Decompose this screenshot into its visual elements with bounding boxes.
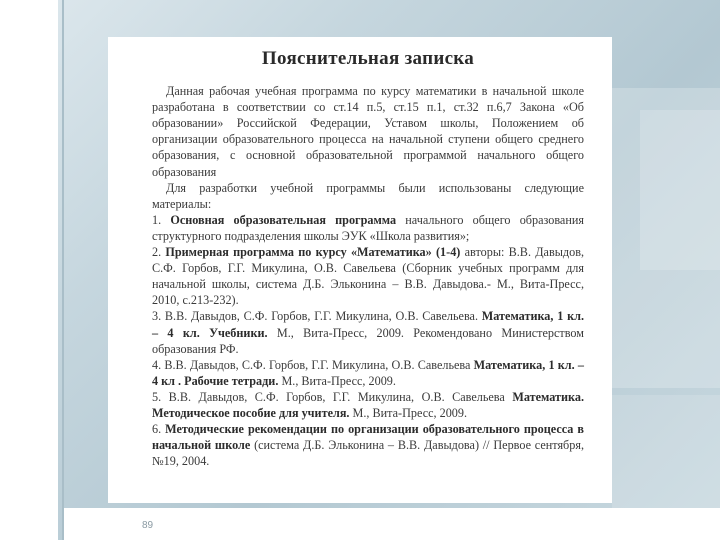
item-number: 3. <box>152 309 162 324</box>
item-number: 6. <box>152 422 162 437</box>
document-page <box>108 37 612 503</box>
slide-number: 89 <box>142 520 154 531</box>
left-divider-line <box>62 0 64 540</box>
item-authors: В.В. Давыдов, С.Ф. Горбов, Г.Г. Микулина, О.В. Савельева. <box>164 309 482 324</box>
item-text: (система Д.Б. Эльконина – В.В. Давыдова) // Первое сентября, №19, 2004. <box>152 438 585 469</box>
item-bold-text: Математика. Методическое пособие для учителя. <box>152 389 584 420</box>
item-text: М., Вита-Пресс, 2009. <box>278 373 396 388</box>
item-text: М., Вита-Пресс, 2009. <box>349 405 468 420</box>
bottom-strip <box>64 508 720 540</box>
item-number: 2. <box>152 245 162 260</box>
list-item <box>152 308 584 356</box>
item-number: 1. <box>152 212 162 227</box>
left-margin-bar <box>0 0 58 540</box>
intro-paragraph: Данная рабочая учебная программа по курсу математики в начальной школе разработана в соответствии со ст.14 п.5, ст.15 п.1, ст.32 п.6,7 Закона «Об образовании» Российской Федерации, Уставом школы, Положением об организации образовательного процесса на начальной ступени общего среднего образования, с основной образовательной программой начального общего образования <box>152 84 584 179</box>
item-bold-text: Основная образовательная программа <box>170 212 397 227</box>
item-bold-text: Математика, 1 кл. – 4 кл . Рабочие тетради. <box>152 357 584 388</box>
item-text: М., Вита-Пресс, 2009. Рекомендовано Министерством образования РФ. <box>152 325 584 356</box>
item-text: начального общего образования структурного подразделения школы ЭУК «Школа развития»; <box>152 212 584 243</box>
list-item <box>152 212 584 244</box>
item-number: 5. <box>152 389 162 404</box>
item-number: 4. <box>152 357 162 372</box>
list-item <box>152 421 584 469</box>
materials-lead: Для разработки учебной программы были использованы следующие материалы: <box>152 180 584 211</box>
list-item <box>152 357 584 389</box>
background-decoration <box>640 110 720 270</box>
item-bold-text: Математика, 1 кл. – 4 кл. Учебники. <box>152 309 584 340</box>
item-authors: В.В. Давыдов, С.Ф. Горбов, Г.Г. Микулина, О.В. Савельева <box>164 357 474 372</box>
item-bold-text: Примерная программа по курсу «Математика» (1-4) <box>165 245 461 260</box>
item-bold-text: Методические рекомендации по организации образовательного процесса в начальной школе <box>152 422 584 453</box>
document-title: Пояснительная записка <box>261 48 475 69</box>
item-text: авторы: В.В. Давыдов, С.Ф. Горбов, Г.Г. Микулина, О.В. Савельева (Сборник учебных программ для начальной школы, система Д.Б. Эльконина – В.В. Давыдова.- М., Вита-Пресс, 2010, с.213-232). <box>152 245 584 308</box>
list-item <box>152 389 584 421</box>
item-authors: В.В. Давыдов, С.Ф. Горбов, Г.Г. Микулина, О.В. Савельева <box>168 389 513 404</box>
list-item <box>152 244 584 308</box>
